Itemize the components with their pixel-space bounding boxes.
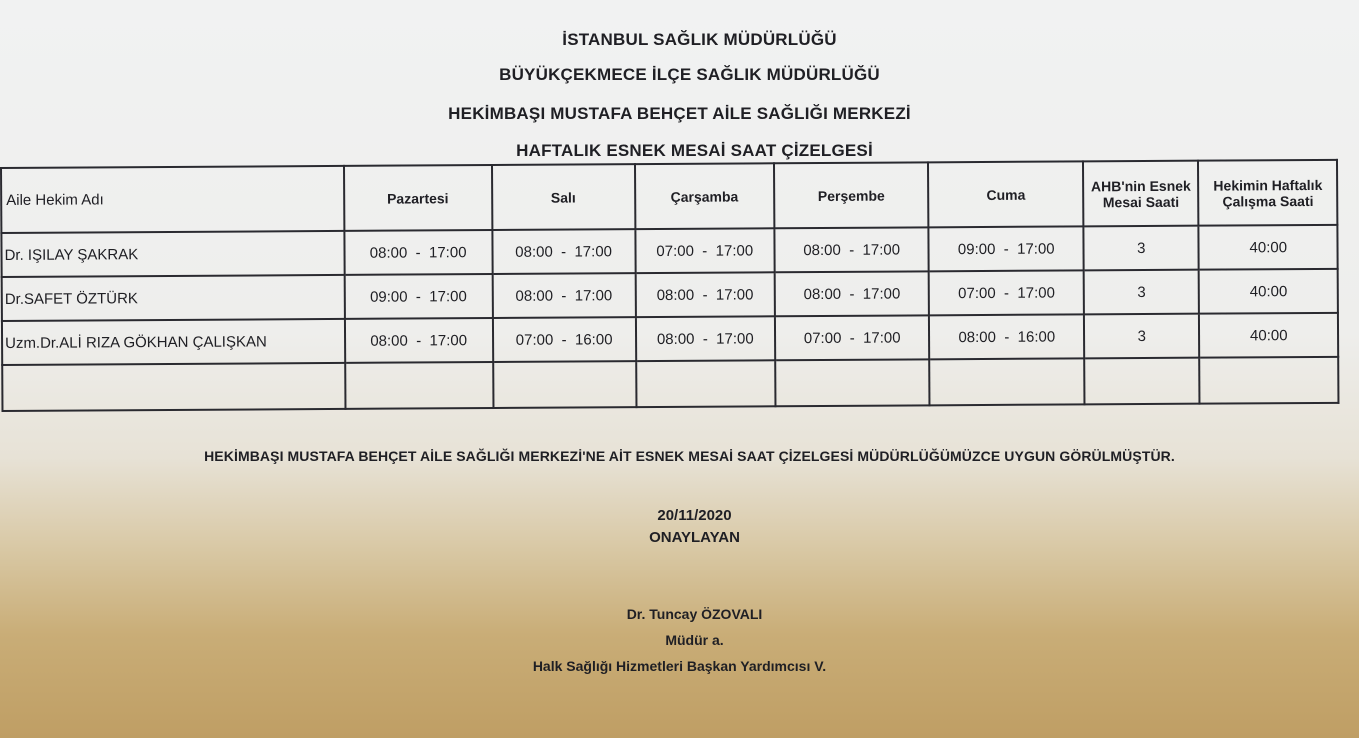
cell-doctor-name: Dr.SAFET ÖZTÜRK [2,275,345,321]
col-header-weekly-hours: Hekimin Haftalık Çalışma Saati [1198,160,1337,226]
cell-wednesday: 08:00 - 17:00 [636,316,776,361]
approval-date: 20/11/2020 [657,507,732,524]
empty-cell [930,358,1085,405]
approval-statement: HEKİMBAŞI MUSTAFA BEHÇET AİLE SAĞLIĞI MERKEZİ'NE AİT ESNEK MESAİ SAAT ÇİZELGESİ MÜDÜRLÜĞÜMÜZCE UYGUN GÖRÜLMÜŞTÜR. [204,448,1175,464]
header-district: BÜYÜKÇEKMECE İLÇE SAĞLIK MÜDÜRLÜĞÜ [499,65,880,84]
cell-flex-hours: 3 [1084,314,1200,359]
approval-label: ONAYLAYAN [649,529,740,546]
empty-cell [493,361,636,408]
col-header-tuesday: Salı [492,164,635,230]
cell-monday: 08:00 - 17:00 [345,318,493,363]
signatory-name: Dr. Tuncay ÖZOVALI [626,606,763,622]
cell-monday: 09:00 - 17:00 [344,274,492,319]
cell-friday: 07:00 - 17:00 [929,270,1084,315]
cell-weekly-hours: 40:00 [1199,225,1338,270]
document-title: HAFTALIK ESNEK MESAİ SAAT ÇİZELGESİ [516,141,873,160]
col-header-wednesday: Çarşamba [635,163,775,229]
col-header-friday: Cuma [928,161,1083,227]
empty-cell [2,363,345,411]
cell-wednesday: 07:00 - 17:00 [635,228,775,273]
col-header-flex-hours: AHB'nin Esnek Mesai Saati [1083,161,1199,227]
signatory-title: Müdür a. [665,632,724,648]
col-header-doctor-name: Aile Hekim Adı [1,166,344,233]
header-health-center: HEKİMBAŞI MUSTAFA BEHÇET AİLE SAĞLIĞI MERKEZİ [448,104,911,123]
cell-tuesday: 08:00 - 17:00 [492,273,635,318]
cell-thursday: 08:00 - 17:00 [775,271,930,316]
table-row-empty [2,357,1338,411]
header-ministry: İSTANBUL SAĞLIK MÜDÜRLÜĞÜ [562,30,837,49]
cell-friday: 08:00 - 16:00 [929,314,1084,359]
cell-thursday: 08:00 - 17:00 [774,227,929,272]
col-header-monday: Pazartesi [344,165,492,231]
cell-doctor-name: Dr. IŞILAY ŞAKRAK [1,231,344,277]
cell-flex-hours: 3 [1083,226,1199,271]
cell-weekly-hours: 40:00 [1199,269,1338,314]
col-header-thursday: Perşembe [774,162,929,228]
cell-wednesday: 08:00 - 17:00 [635,272,775,317]
cell-doctor-name: Uzm.Dr.ALİ RIZA GÖKHAN ÇALIŞKAN [2,319,345,365]
cell-thursday: 07:00 - 17:00 [775,315,930,360]
signatory-role: Halk Sağlığı Hizmetleri Başkan Yardımcısı V. [532,658,827,674]
cell-tuesday: 08:00 - 17:00 [492,229,635,274]
cell-monday: 08:00 - 17:00 [344,230,492,275]
empty-cell [345,362,493,409]
cell-tuesday: 07:00 - 16:00 [492,317,635,362]
cell-weekly-hours: 40:00 [1199,313,1338,358]
cell-friday: 09:00 - 17:00 [929,226,1084,271]
empty-cell [1200,357,1339,404]
empty-cell [1084,358,1200,405]
cell-flex-hours: 3 [1084,270,1200,315]
schedule-table [0,159,1339,412]
empty-cell [775,359,930,406]
empty-cell [636,360,776,407]
table-header-row [1,160,1337,233]
